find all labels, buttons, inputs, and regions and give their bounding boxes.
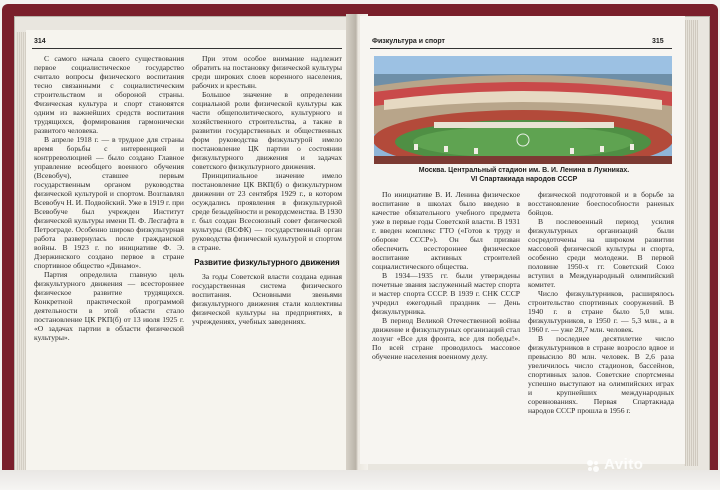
photo-caption	[398, 166, 650, 184]
paragraph: Большое значение в определении социальной роли физической культуры как части общеполитического, культурного и хозяйственного строительства, а также в развитии государственных и общественных форм руководства физкультурой имело постановление ЦК партии о состоянии физкультурного движения и задачах советского физкультурного движения.	[192, 90, 342, 171]
left-page-number: 314	[34, 38, 46, 45]
section-heading: Развитие физкультурного движения	[194, 258, 340, 267]
avito-logo-icon	[586, 459, 600, 473]
right-column-1	[372, 190, 520, 460]
paragraph: В послевоенный период усилия физкультурных организаций были сосредоточены на широком развитии массовой физической культуры и спорта, особенно среди молодежи. В первой половине 1950-х гг. Советский Союз вступил в Международный олимпийский комитет.	[528, 217, 674, 289]
right-column-2	[528, 190, 674, 460]
paragraph: Принципиальное значение имело постановление ЦК ВКП(б) о физкультурном движении от 23 сентября 1929 г., в котором осуждались проявления в физкультурной среде безыдейности и рекордсменства. В 1930 г. был создан Всесоюзный совет физической культуры (ВСФК) — государственный орган руководства физической культурой и спортом в стране.	[192, 171, 342, 252]
paragraph: При этом особое внимание надлежит обратить на постановку физической культуры среди широких слоев коренного населения, рабочих и крестьян.	[192, 54, 342, 90]
right-header-rule	[370, 48, 672, 49]
paragraph: За годы Советской власти создана единая государственная система физического воспитания. Основными звеньями физкультурного движения стали коллективы физической культуры на предприятиях, в учреждениях, учебных заведениях.	[192, 272, 342, 326]
table-surface	[0, 470, 720, 490]
caption-line: VI Спартакиада народов СССР	[470, 176, 578, 183]
running-head: Физкультура и спорт	[372, 38, 445, 45]
left-column-1	[34, 54, 184, 468]
paragraph: По инициативе В. И. Ленина физическое воспитание в школах было введено в качестве обязательного учебного предмета уже в первые годы Советской власти. В 1931 г. введен комплекс ГТО («Готов к труду и обороне СССР»). Он был призван обеспечить всестороннее физическое воспитание активных строителей социалистического общества.	[372, 190, 520, 271]
paragraph: В последнее десятилетие число физкультурников в стране возросло вдвое и превысило 80 млн. человек. В 2,6 раза увеличилось число стадионов, бассейнов, спортивных залов. Советские спортсмены успешно выступают на олимпийских играх и крупнейших международных соревнованиях. Первая Спартакиада народов СССР прошла в 1956 г.	[528, 334, 674, 415]
left-header-rule	[32, 48, 342, 49]
paragraph: В 1934—1935 гг. были утверждены почетные звания заслуженный мастер спорта и мастер спорта СССР. В 1939 г. СНК СССР учредил ежегодный праздник — День физкультурника.	[372, 271, 520, 316]
right-page-number: 315	[652, 38, 664, 45]
paragraph: В период Великой Отечественной войны движение и физкультурных организаций стал лозунг «Все для фронта, все для победы!». По всей стране проводилось массовое обучение населения военному делу.	[372, 316, 520, 361]
stadium-illustration	[374, 56, 672, 164]
paragraph: Число физкультурников, расширялось строительство спортивных сооружений. В 1940 г. в стране было 5,0 млн. физкультурников, в 1950 г. — 5,3 млн., а в 1960 г. — уже 28,7 млн. человек.	[528, 289, 674, 334]
paragraph: С самого начала своего существования первое социалистическое государство считало вопросы физического воспитания тесно связанными с социалистическим строительством и обороной страны. Физическая культура и спорт становятся одним из важнейших средств воспитания трудящихся, формирования гармонически развитого человека.	[34, 54, 184, 135]
paragraph: Партия определила главную цель физкультурного движения — всестороннее физическое развитие трудящихся. Конкретной практической программой деятельности в этой области стало постановление ЦК РКП(б) от 13 июля 1925 г. «О задачах партии в области физической культуры».	[34, 270, 184, 342]
avito-watermark: Avito	[604, 456, 644, 473]
stadium-photo	[374, 56, 672, 164]
page-edges-right	[684, 20, 698, 466]
caption-line: Москва. Центральный стадион им. В. И. Ленина в Лужниках.	[418, 167, 630, 174]
paragraph: физической подготовкой и в борьбе за восстановление боеспособности раненых бойцов.	[528, 190, 674, 217]
paragraph: В апреле 1918 г. — в трудное для страны время борьбы с интервенцией и контрреволюцией — было создано Главное управление всеобщего военного обучения (Всевобуч), ставшее первым государственным органом руководства физической культурой и спортом. Возглавлял Всевобуч Н. И. Подвойский. Уже в 1919 г. при Всевобуче был учрежден Институт физической культуры имени П. Ф. Лесгафта в Петрограде. Особенно широко физкультурная работа развернулась после гражданской войны. В 1923 г. по инициативе Ф. Э. Дзержинского создано первое в стране спортивное общество «Динамо».	[34, 135, 184, 270]
left-column-2	[192, 54, 342, 468]
